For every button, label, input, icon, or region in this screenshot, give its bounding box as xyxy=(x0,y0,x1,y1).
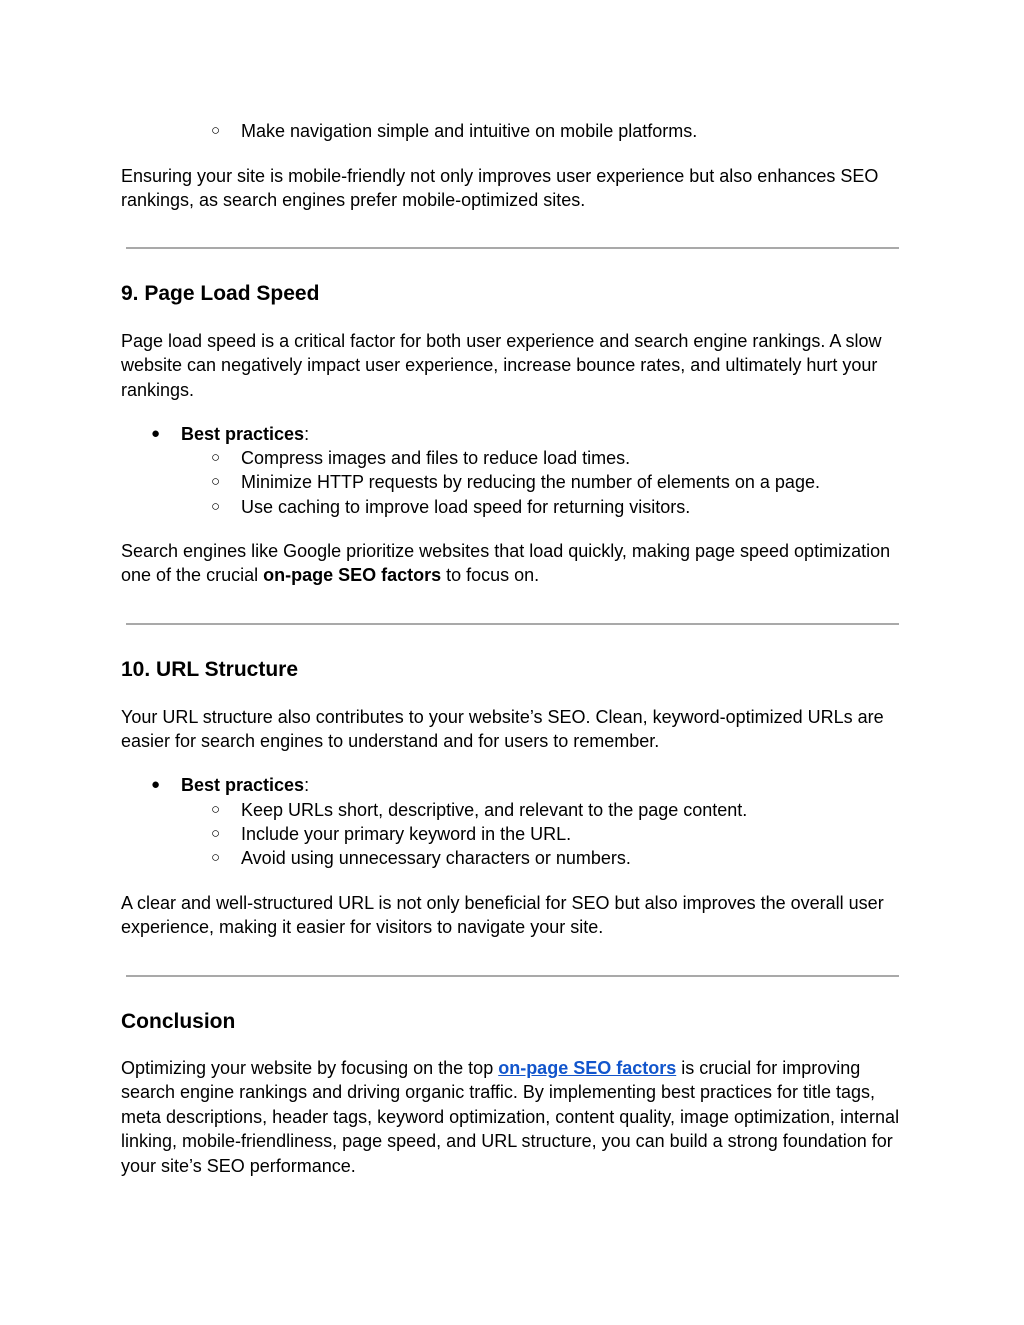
solid-bullet-icon: ● xyxy=(151,776,161,793)
best-practices-label: Best practices: xyxy=(181,775,310,795)
on-page-seo-factors-link[interactable]: on-page SEO factors xyxy=(498,1058,677,1078)
section10-summary xyxy=(121,891,906,940)
list-item-text: Keep URLs short, descriptive, and relevant to the page content. xyxy=(241,800,748,820)
list-item-text: Compress images and files to reduce load times. xyxy=(241,448,631,468)
hollow-bullet-icon: ○ xyxy=(211,498,221,515)
divider xyxy=(126,623,899,625)
paragraph: Optimizing your website by focusing on the top on-page SEO factors is crucial for improving search engine rankings and driving organic traffic. By implementing best practices for title tags, meta descriptions, header tags, keyword optimization, content quality, image optimization, internal linking, mobile-friendliness, page speed, and URL structure, you can build a strong foundation for your site’s SEO performance. xyxy=(121,1058,900,1176)
list-item-text: Minimize HTTP requests by reducing the number of elements on a page. xyxy=(241,472,820,492)
section9-intro xyxy=(121,329,906,402)
list-item xyxy=(121,470,906,495)
paragraph: Your URL structure also contributes to your website’s SEO. Clean, keyword-optimized URLs are easier for search engines to understand and for users to remember. xyxy=(121,707,884,752)
hollow-bullet-icon: ○ xyxy=(211,849,221,866)
list-item xyxy=(121,422,906,447)
section-heading-conclusion: Conclusion xyxy=(121,1010,236,1033)
section10-intro xyxy=(121,705,906,754)
bold-keyword: on-page SEO factors xyxy=(263,565,442,586)
list-item xyxy=(121,446,906,471)
list-item-text: Avoid using unnecessary characters or numbers. xyxy=(241,848,631,868)
section9-summary xyxy=(121,539,906,588)
paragraph: Page load speed is a critical factor for both user experience and search engine rankings. A slow website can negatively impact user experience, increase bounce rates, and ultimately hurt your rankings. xyxy=(121,331,882,400)
list-item xyxy=(121,773,906,798)
solid-bullet-icon: ● xyxy=(151,425,161,442)
divider xyxy=(126,975,899,977)
hollow-bullet-icon: ○ xyxy=(211,825,221,842)
mobile-summary xyxy=(121,164,906,213)
list-item xyxy=(121,846,906,871)
paragraph: Search engines like Google prioritize websites that load quickly, making page speed optimization one of the crucial on-page SEO factors to focus on. xyxy=(121,541,891,586)
conclusion-body xyxy=(121,1056,906,1178)
paragraph: Ensuring your site is mobile-friendly not only improves user experience but also enhances SEO rankings, as search engines prefer mobile-optimized sites. xyxy=(121,166,879,211)
list-item xyxy=(121,822,906,847)
hollow-bullet-icon: ○ xyxy=(211,122,221,139)
hollow-bullet-icon: ○ xyxy=(211,449,221,466)
best-practices-label: Best practices: xyxy=(181,424,310,444)
list-item-text: Use caching to improve load speed for returning visitors. xyxy=(241,497,691,517)
list-item xyxy=(121,119,906,144)
list-item xyxy=(121,798,906,823)
list-item xyxy=(121,495,906,520)
hollow-bullet-icon: ○ xyxy=(211,801,221,818)
section-heading-url-structure: 10. URL Structure xyxy=(121,658,298,681)
list-item-text: Make navigation simple and intuitive on mobile platforms. xyxy=(241,121,698,141)
divider xyxy=(126,247,899,249)
list-item-text: Include your primary keyword in the URL. xyxy=(241,824,572,844)
section-heading-page-load-speed: 9. Page Load Speed xyxy=(121,282,320,305)
paragraph: A clear and well-structured URL is not only beneficial for SEO but also improves the overall user experience, making it easier for visitors to navigate your site. xyxy=(121,893,884,938)
hollow-bullet-icon: ○ xyxy=(211,473,221,490)
